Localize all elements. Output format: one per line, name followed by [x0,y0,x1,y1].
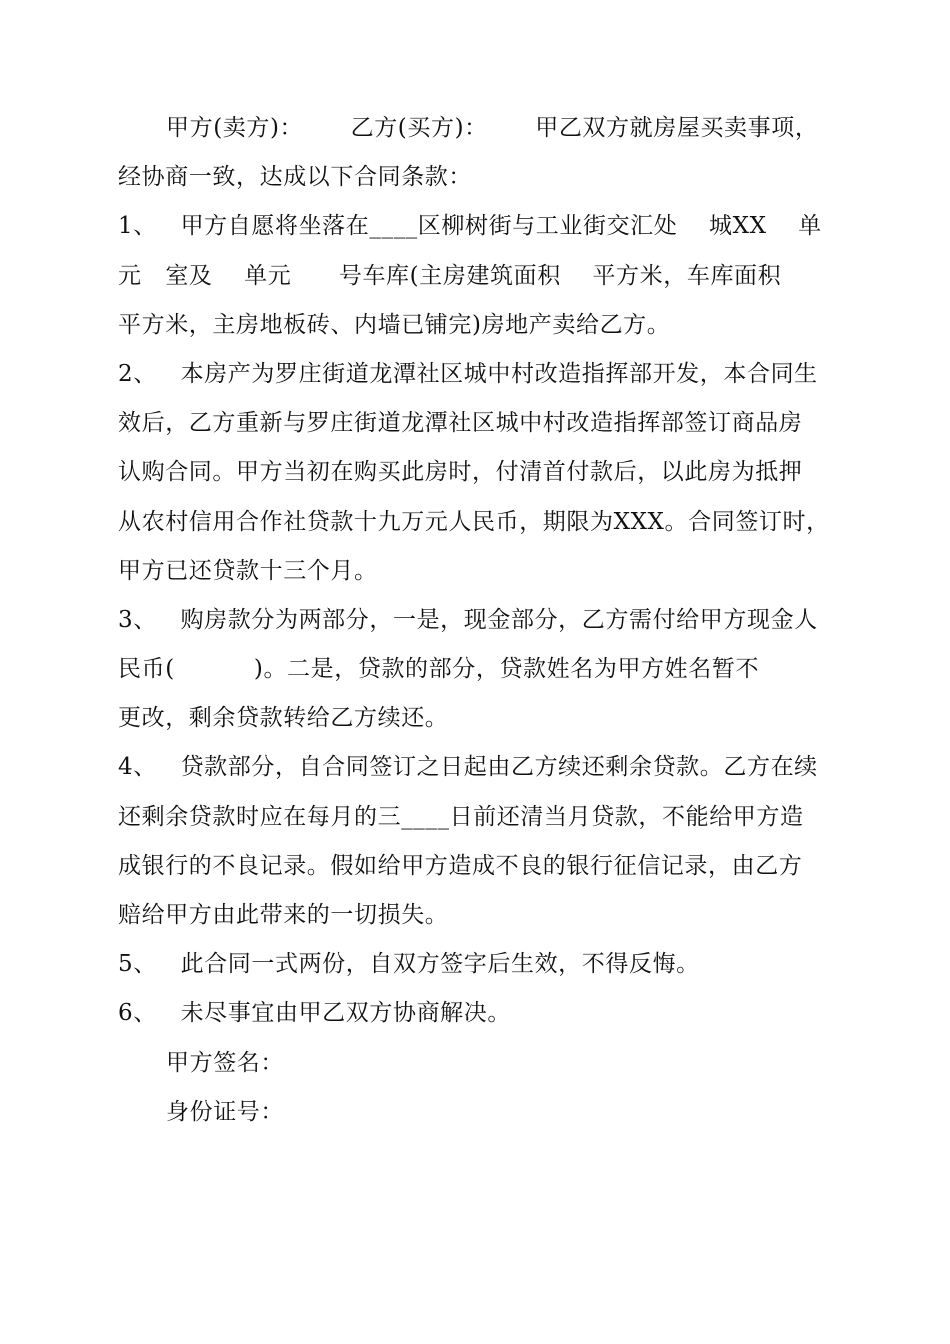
clause-4-line-1: 4、 贷款部分，自合同签订之日起由乙方续还剩余贷款。乙方在续 [118,754,818,781]
clause-2-line-3: 认购合同。甲方当初在购买此房时，付清首付款后，以此房为抵押 [118,459,803,486]
clause-1-line-1: 1、 甲方自愿将坐落在____区柳树街与工业街交汇处 城XX 单 [118,213,822,240]
clause-2-line-2: 效后，乙方重新与罗庄街道龙潭社区城中村改造指挥部签订商品房 [118,410,803,437]
contract-document [118,104,838,1137]
clause-3-line-1: 3、 购房款分为两部分，一是，现金部分，乙方需付给甲方现金人 [118,606,818,633]
clause-3-line-3: 更改，剩余贷款转给乙方续还。 [118,705,449,732]
id-number-label: 身份证号： [166,1098,284,1125]
clause-1-line-2: 元 室及 单元 号车库(主房建筑面积 平方米，车库面积 [118,262,782,289]
clause-4-line-3: 成银行的不良记录。假如给甲方造成不良的银行征信记录，由乙方 [118,852,803,879]
clause-2-line-1: 2、 本房产为罗庄街道龙潭社区城中村改造指挥部开发，本合同生 [118,360,818,387]
intro-line: 经协商一致，达成以下合同条款： [118,164,472,191]
clause-3-line-2: 民币( )。二是，贷款的部分，贷款姓名为甲方姓名暂不 [118,656,760,683]
clause-6-line: 6、 未尽事宜由甲乙双方协商解决。 [118,1000,511,1027]
clause-4-line-2: 还剩余贷款时应在每月的三____日前还清当月贷款，不能给甲方造 [118,803,804,830]
clause-2-line-5: 甲方已还贷款十三个月。 [118,557,378,584]
clause-4-line-4: 赔给甲方由此带来的一切损失。 [118,902,449,928]
clause-2-line-4: 从农村信用合作社贷款十九万元人民币，期限为XXX。合同签订时， [118,508,830,535]
party-a-signature-label: 甲方签名： [166,1049,284,1076]
parties-line: 甲方(卖方)： 乙方(买方)： 甲乙双方就房屋买卖事项， [166,115,819,141]
clause-1-line-3: 平方米，主房地板砖、内墙已铺完)房地产卖给乙方。 [118,311,671,338]
clause-5-line: 5、 此合同一式两份，自双方签字后生效，不得反悔。 [118,951,700,978]
